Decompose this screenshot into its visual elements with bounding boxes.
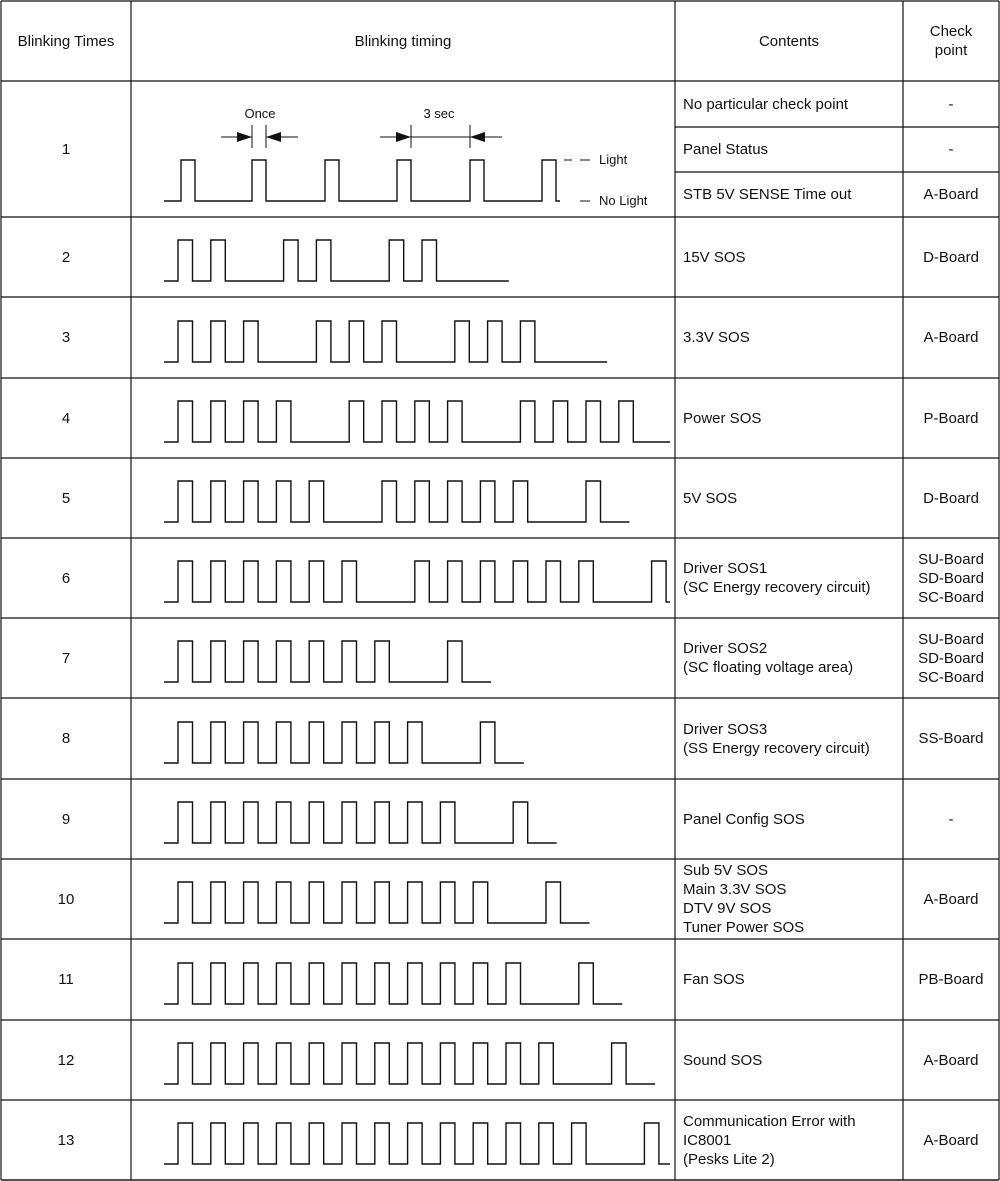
contents-cell: Communication Error with IC8001 (Pesks Lite 2) — [683, 1112, 856, 1168]
blink-count: 2 — [61, 248, 71, 266]
header-check-point: Check point — [929, 23, 973, 59]
check-point-cell: - — [948, 141, 954, 158]
blink-count: 6 — [61, 569, 71, 587]
blink-count: 1 — [61, 140, 71, 158]
blink-waveform-3 — [164, 321, 607, 362]
blink-count: 9 — [61, 810, 71, 828]
blink-waveform-10 — [164, 882, 590, 923]
contents-cell: Panel Config SOS — [683, 810, 805, 828]
contents-cell: Sub 5V SOS Main 3.3V SOS DTV 9V SOS Tuner Power SOS — [683, 862, 805, 936]
header-blinking-times: Blinking Times — [17, 32, 115, 50]
blink-waveform-1 — [164, 160, 560, 201]
blink-waveform-9 — [164, 802, 557, 843]
check-point-cell: A-Board — [923, 890, 979, 908]
blink-waveform-12 — [164, 1043, 655, 1084]
blink-waveform-7 — [164, 641, 491, 682]
check-point-cell: A-Board — [923, 1131, 979, 1149]
check-point-cell: - — [948, 810, 954, 828]
contents-cell: No particular check point — [683, 95, 849, 113]
contents-cell: Driver SOS2 (SC floating voltage area) — [683, 640, 854, 676]
contents-cell: Sound SOS — [683, 1051, 763, 1069]
header-contents: Contents — [758, 32, 820, 50]
blink-waveform-13 — [164, 1123, 670, 1164]
arrow-left-icon — [266, 132, 281, 142]
contents-cell: Driver SOS3 (SS Energy recovery circuit) — [683, 720, 870, 757]
contents-cell: STB 5V SENSE Time out — [683, 186, 852, 203]
blink-count: 11 — [58, 971, 74, 988]
contents-cell: Fan SOS — [683, 971, 745, 988]
check-point-cell: D-Board — [923, 248, 979, 266]
blink-count: 10 — [57, 890, 75, 908]
light-label: Light — [599, 152, 628, 167]
blink-count: 4 — [61, 409, 71, 427]
blink-waveform-4 — [164, 401, 670, 442]
blink-count: 3 — [61, 329, 71, 346]
blink-waveform-6 — [164, 561, 670, 602]
blink-count: 8 — [61, 730, 71, 747]
blink-waveform-2 — [164, 240, 509, 281]
blink-waveform-11 — [164, 963, 622, 1004]
check-point-cell: SU-Board SD-Board SC-Board — [918, 550, 984, 606]
no-light-label: No Light — [599, 193, 648, 208]
check-point-cell: SS-Board — [918, 730, 984, 747]
contents-cell: Panel Status — [683, 141, 769, 158]
check-point-cell: - — [948, 95, 954, 113]
check-point-cell: D-Board — [923, 489, 979, 507]
three-sec-label: 3 sec — [423, 106, 455, 121]
blink-count: 12 — [57, 1051, 75, 1069]
arrow-right-icon — [237, 132, 252, 142]
blink-waveform-8 — [164, 722, 524, 763]
arrow-left-icon — [470, 132, 485, 142]
blink-count: 7 — [61, 649, 71, 667]
check-point-cell: A-Board — [923, 1051, 979, 1069]
check-point-cell: P-Board — [923, 409, 979, 427]
check-point-cell: PB-Board — [918, 971, 984, 988]
contents-cell: 3.3V SOS — [683, 329, 750, 346]
blink-waveform-5 — [164, 481, 630, 522]
check-point-cell: SU-Board SD-Board SC-Board — [918, 630, 984, 686]
check-point-cell: A-Board — [923, 186, 979, 203]
arrow-right-icon — [396, 132, 411, 142]
header-blinking-timing: Blinking timing — [354, 32, 452, 50]
blink-count: 13 — [57, 1131, 75, 1149]
blink-count: 5 — [61, 489, 71, 507]
contents-cell: 15V SOS — [683, 248, 746, 266]
contents-cell: Driver SOS1 (SC Energy recovery circuit) — [683, 560, 871, 596]
contents-cell: Power SOS — [683, 409, 762, 427]
once-label: Once — [244, 106, 276, 121]
check-point-cell: A-Board — [923, 329, 979, 346]
contents-cell: 5V SOS — [683, 489, 738, 507]
